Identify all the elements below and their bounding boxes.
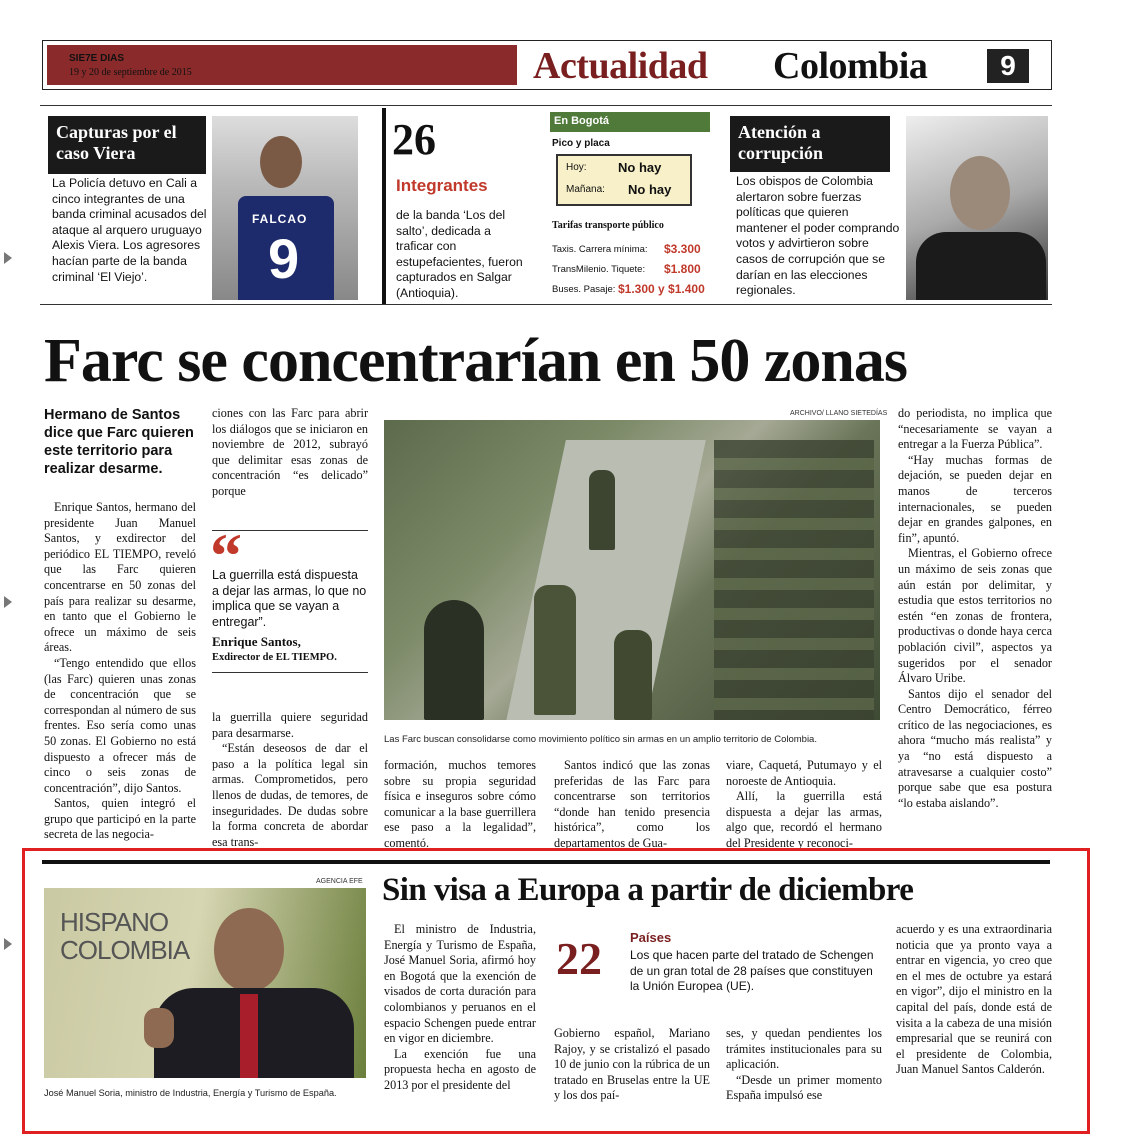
pico-row-label: Mañana: — [566, 184, 605, 195]
quote-author: Enrique Santos, — [212, 634, 301, 649]
fact-label: Países — [630, 930, 672, 945]
paragraph: “Tengo entendido que ellos (las Farc) quieren unas zonas de concentración que se correspondan al número de sus frentes. Eso sería como unas 50 zonas. El Gobierno no está dispuesto a ofrecer más de cinco o seis zonas de concentración”, dijo Santos. — [44, 655, 196, 795]
brief-body: La Policía detuvo en Cali a cinco integrantes de una banda criminal acusados del ataque al arquero uruguayo Alexis Viera. Los agresores hacían parte de la banda criminal ‘El Viejo’. — [52, 176, 207, 284]
brief-body: Los obispos de Colombia alertaron sobre fuerzas políticas que quieren mantener el poder comprando votos y advirtieron sobre casos de corrupción que se darían en las elecciones regionales. — [736, 174, 900, 298]
section-rule — [42, 860, 1050, 864]
tarifa-value: $1.800 — [664, 262, 701, 276]
person-head — [260, 136, 302, 188]
pull-quote: La guerrilla está dispuesta a dejar las armas, lo que no implica que se vayan a entregar”. — [212, 568, 367, 629]
story-column — [554, 1026, 710, 1104]
tarifa-label: Buses. Pasaje: — [552, 284, 616, 295]
paragraph: “Desde un primer momento España impulsó ese — [726, 1072, 882, 1103]
soldier-figure — [614, 630, 652, 720]
photo-credit: ARCHIVO/ LLANO SIETEDÍAS — [790, 410, 888, 417]
pico-row-value: No hay — [628, 182, 672, 197]
story-column — [726, 758, 882, 852]
person-head — [214, 908, 284, 992]
section-title-actualidad: Actualidad — [533, 45, 708, 87]
brief-viera — [42, 108, 362, 304]
jersey-name: FALCAO — [252, 212, 308, 226]
page-edge-marker — [4, 596, 12, 608]
masthead — [42, 40, 1052, 90]
main-photo — [384, 420, 880, 720]
pico-table — [556, 154, 692, 206]
paragraph: La exención fue una propuesta hecha en agosto de 2013 por el presidente del — [384, 1046, 536, 1092]
brief-label: Integrantes — [396, 176, 488, 195]
section-title-colombia: Colombia — [773, 45, 928, 87]
story-column — [554, 758, 710, 852]
masthead-brand: SIE7E DIAS — [69, 53, 125, 64]
brief-number: 26 — [392, 115, 436, 164]
photo-caption: José Manuel Soria, ministro de Industria, Energía y Turismo de España. — [44, 1088, 337, 1098]
masthead-date: 19 y 20 de septiembre de 2015 — [69, 67, 192, 78]
photo-sign: HISPANO COLOMBIA — [60, 907, 190, 965]
tarifa-label: Taxis. Carrera mínima: — [552, 244, 648, 255]
paragraph: Santos, quien integró el grupo que participó en la parte secreta de las negocia- — [44, 796, 196, 842]
tarifas-title: Tarifas transporte público — [552, 220, 664, 231]
story-deck: Hermano de Santos dice que Farc quieren este territorio para realizar desarme. — [44, 407, 194, 477]
main-headline: Farc se concentrarían en 50 zonas — [44, 327, 907, 395]
story-column — [212, 406, 368, 500]
visa-headline: Sin visa a Europa a partir de diciembre — [382, 872, 914, 908]
brief-body: de la banda ‘Los del salto’, dedicada a traficar con estupefacientes, fueron capturados en Salgar (Antioquia). — [396, 208, 523, 300]
bishop-head — [950, 156, 1010, 230]
paragraph: acuerdo y es una extraordinaria noticia que ya pronto vaya a entrar en vigencia, yo creo que en el mes de octubre ya estará en vigor”, dijo el ministro en la capital del país, donde está de visita a la cabeza de una misión empresarial que se reunirá con el presidente de Colombia, Juan Manuel Santos Calderón. — [896, 922, 1052, 1077]
story-column — [898, 406, 1052, 811]
paragraph: ciones con las Farc para abrir los diálogos que se iniciaron en noviembre de 2012, subrayó que delimitar esas zonas de concentración “es delicado” porque — [212, 406, 368, 498]
photo-caption: Las Farc buscan consolidarse como movimiento político sin armas en un amplio territorio de Colombia. — [384, 734, 817, 745]
paragraph: viare, Caquetá, Putumayo y el noroeste de Antioquia. — [726, 758, 882, 788]
paragraph: El ministro de Industria, Energía y Turismo de España, José Manuel Soria, afirmó hoy en Bogotá que la exención de visados de corta duración para colombianos y peruanos en el espacio Schengen puede entrar en vigor en diciembre. — [384, 922, 536, 1046]
paragraph: do periodista, no implica que “necesariamente se vayan a entregar a la Fuerza Pública”. — [898, 406, 1052, 452]
brief-title: Capturas por el caso Viera — [56, 122, 177, 163]
paragraph: Santos dijo el senador del Centro Democrático, férreo crítico de las negociaciones, es ahora “mucho más realista” y ya “no está dispuesto a atravesarse a cualquier costo” porque sabe que esa postura “lo estaba aislando”. — [898, 686, 1052, 810]
bogota-header: En Bogotá — [550, 112, 710, 132]
soldier-figure — [534, 585, 576, 715]
story-column — [384, 758, 536, 852]
story-column — [726, 1026, 882, 1104]
page-number: 9 — [987, 49, 1029, 83]
brief-salto — [382, 108, 528, 304]
story-column — [44, 500, 196, 843]
photo-credit: AGENCIA EFE — [316, 878, 363, 885]
paragraph: ses, y quedan pendientes los trámites institucionales para su aplicación. — [726, 1026, 882, 1072]
tarifa-value: $1.300 y $1.400 — [618, 282, 705, 296]
bishop-photo — [906, 116, 1048, 300]
pico-row-label: Hoy: — [566, 162, 587, 173]
story-column — [212, 710, 368, 850]
paragraph: “Están deseosos de dar el paso a la política legal sin armas. Comprometidos, pero llenos de dudas, de temores, de inseguridades. De dudas sobre la forma concreta de abordar esa trans- — [212, 741, 368, 849]
bishop-robe — [916, 232, 1046, 300]
quote-role: Exdirector de EL TIEMPO. — [212, 652, 337, 663]
person-hand — [144, 1008, 174, 1048]
viera-photo — [212, 116, 358, 300]
person-tie — [240, 994, 258, 1078]
paragraph: Mientras, el Gobierno ofrece un máximo de seis zonas que aún están por delimitar, y estudia que estos territorios no estén “en zonas de frontera, productivas o donde haya cerca población civil”, aspectos ya sugeridos por el senador Álvaro Uribe. — [898, 546, 1052, 686]
soria-photo — [44, 888, 366, 1078]
tarifa-label: TransMilenio. Tiquete: — [552, 264, 646, 275]
paragraph: Santos indicó que las zonas preferidas de las Farc para concentrarse son territorios “donde han tenido presencia histórica”, como los departamentos de Gua- — [554, 758, 710, 850]
soldier-line — [714, 440, 874, 720]
story-column — [896, 922, 1052, 1078]
tarifa-value: $3.300 — [664, 242, 701, 256]
page-edge-marker — [4, 252, 12, 264]
paragraph: Enrique Santos, hermano del presidente Juan Manuel Santos, y exdirector del periódico EL TIEMPO, reveló que las Farc quieren concentrarse en 50 zonas del país para realizar su desarme, en tanto que el Gobierno le ofrece un máximo de seis áreas. — [44, 500, 196, 655]
masthead-brand-block — [47, 45, 517, 85]
bogota-box — [546, 108, 710, 304]
story-column — [384, 922, 536, 1094]
paragraph: “Hay muchas formas de dejación, se pueden dejar en manos de terceros internacionales, se pueden dejar en grandes galpones, en fin”, apuntó. — [898, 452, 1052, 545]
paragraph: la guerrilla quiere seguridad para desarmarse. — [212, 710, 368, 740]
fact-text: Los que hacen parte del tratado de Schengen de un gran total de 28 países que constituyen la Unión Europea (UE). — [630, 948, 874, 994]
paragraph: Allí, la guerrilla está dispuesta a dejar las armas, algo que, recordó el hermano del Presidente y reconoci- — [726, 789, 882, 850]
quote-rule — [212, 672, 368, 673]
quote-mark: “ — [210, 520, 242, 591]
soldier-figure — [589, 470, 615, 550]
page-edge-marker — [4, 938, 12, 950]
jersey-number: 9 — [268, 227, 300, 290]
brief-title: Atención a corrupción — [738, 122, 823, 163]
pico-row-value: No hay — [618, 160, 662, 175]
brief-corrupcion — [726, 108, 1052, 304]
pico-title: Pico y placa — [552, 138, 610, 149]
soldier-figure — [424, 600, 484, 720]
paragraph: formación, muchos temores sobre su propia seguridad física e inseguros sobre cómo comunicar a la base guerrillera ese paso a la legalidad”, comentó. — [384, 758, 536, 850]
fact-number: 22 — [556, 933, 602, 984]
paragraph: Gobierno español, Mariano Rajoy, y se cristalizó el pasado 10 de junio con la rúbrica de un tratado en Bruselas entre la UE y los dos paí- — [554, 1026, 710, 1103]
